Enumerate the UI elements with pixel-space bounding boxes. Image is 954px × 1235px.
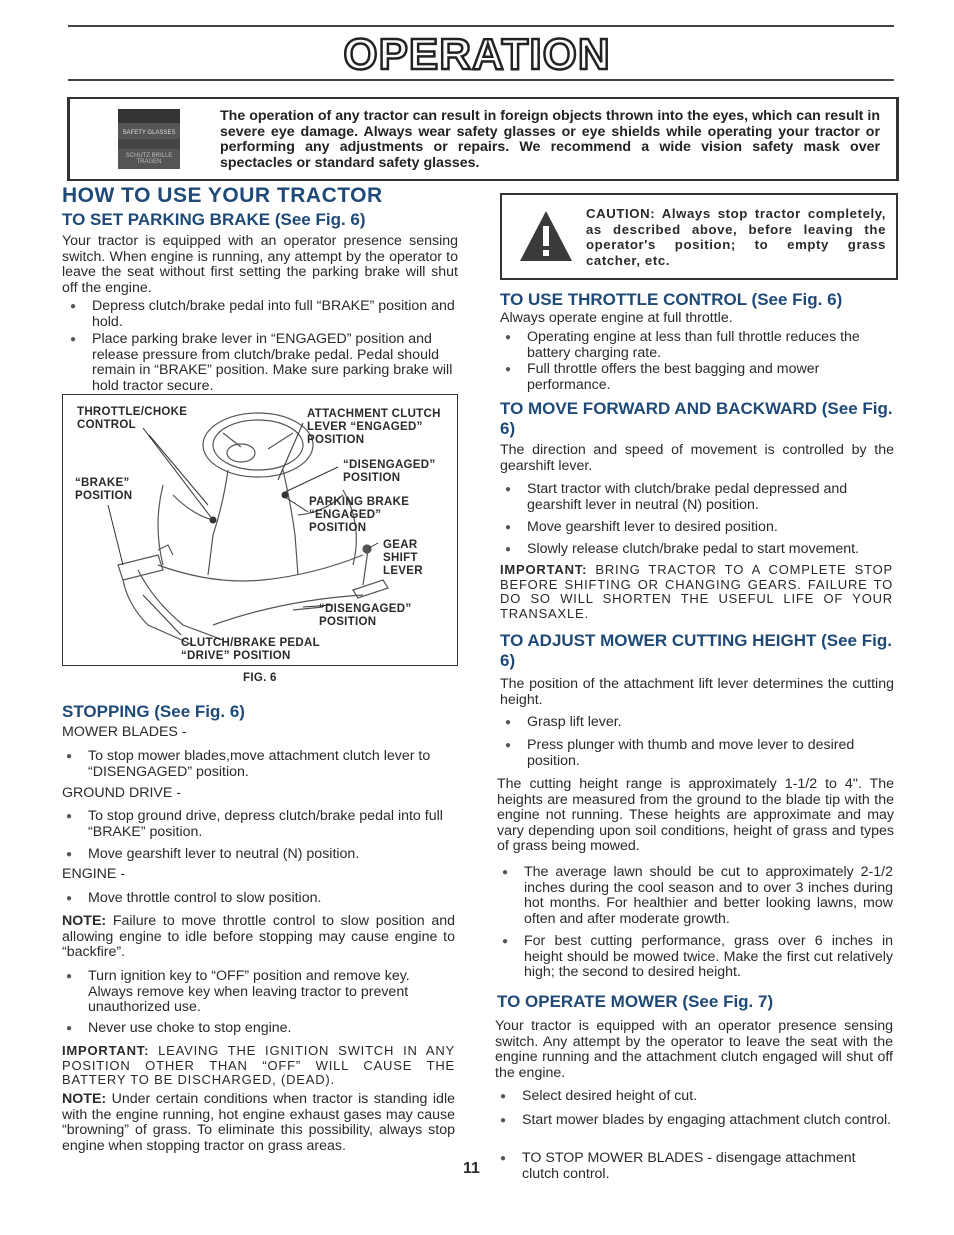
how-to-heading: HOW TO USE YOUR TRACTOR [62,184,383,207]
cutting-height-intro: The position of the attachment lift lever determines the cutting height. [500,676,894,708]
cutting-height-title: TO ADJUST MOWER CUTTING HEIGHT (See Fig. 6) [500,631,892,670]
title-underline [68,79,894,81]
figure-label: “BRAKE” POSITION [75,477,133,502]
engine-label: ENGINE - [62,866,126,882]
list-item: ● Place parking brake lever in “ENGAGED” position and release pressure from clutch/brake pedal. Pedal should remain in “BRAKE” position. Make sure parking brake will hold tractor secure. [70,331,453,394]
cutting-height-range: The cutting height range is approximately 1-1/2 to 4". The heights are measured from the ground to the blade tip with the engine not running. These heights are approximate and may vary depending upon soil conditions, height of grass and types of grass being mowed. [497,776,894,854]
list-item: ● Move gearshift lever to desired position. [505,519,778,535]
parking-intro: Your tractor is equipped with an operator presence sensing switch. When engine is running, any attempt by the operator to leave the seat without first setting the parking brake will shut off the engine. [62,233,458,296]
figure-label: CLUTCH/BRAKE PEDAL “DRIVE” POSITION [181,637,320,662]
figure-label: PARKING BRAKE “ENGAGED” POSITION [309,496,410,534]
figure-label: GEAR SHIFT LEVER [383,539,423,577]
icon-label: SCHUTZ BRILLE TRAGEN [125,153,173,165]
list-item: ● The average lawn should be cut to approximately 2-1/2 inches during the cool season and to over 3 inches during hot months. For healthier and better looking lawns, mow often and after moderate growth. [502,864,893,927]
list-item: ● Start mower blades by engaging attachment clutch control. [500,1112,892,1128]
list-item: ● Select desired height of cut. [500,1088,698,1104]
safety-warning-box [67,97,899,181]
list-item: ● TO STOP MOWER BLADES - disengage attachment clutch control. [500,1150,856,1182]
throttle-intro: Always operate engine at full throttle. [500,310,733,326]
page-number: 11 [463,1160,480,1177]
important-ignition: IMPORTANT: LEAVING THE IGNITION SWITCH IN ANY POSITION OTHER THAN “OFF” WILL CAUSE THE BATTERY TO BE DISCHARGED, (DEAD). [62,1043,455,1087]
list-item: ● Slowly release clutch/brake pedal to start movement. [505,541,859,557]
list-item: ● Move throttle control to slow position. [66,890,322,906]
forward-intro: The direction and speed of movement is controlled by the gearshift lever. [500,442,894,474]
forward-backward-title: TO MOVE FORWARD AND BACKWARD (See Fig. 6) [500,399,893,438]
list-item: ● For best cutting performance, grass over 6 inches in height should be mowed twice. Make the first cut relatively high; the second to desired height. [502,933,893,980]
list-item: ● Depress clutch/brake pedal into full “BRAKE” position and hold. [70,298,455,330]
parking-brake-title: TO SET PARKING BRAKE (See Fig. 6) [62,210,366,229]
list-item: ● Never use choke to stop engine. [66,1020,292,1036]
list-item: ● Start tractor with clutch/brake pedal depressed and gearshift lever in neutral (N) position. [505,481,848,513]
figure-label: “DISENGAGED” POSITION [343,459,436,484]
note-browning: NOTE: Under certain conditions when tractor is standing idle with the engine running, hot engine exhaust gases may cause “browning” of grass. To eliminate this possibility, always stop engine when stopping tractor on grass areas. [62,1091,455,1154]
figure-label: THROTTLE/CHOKE CONTROL [77,406,188,431]
figure-6 [62,394,458,666]
caution-text: CAUTION: Always stop tractor completely, as described above, before leaving the operator's position; to empty grass catcher, etc. [586,206,886,268]
list-item: ● To stop mower blades,move attachment clutch lever to “DISENGAGED” position. [66,748,431,780]
warning-triangle-icon [518,209,574,263]
figure-caption: FIG. 6 [243,672,277,684]
safety-glasses-icon [118,109,180,169]
figure-label: ATTACHMENT CLUTCH LEVER “ENGAGED” POSITION [307,408,441,446]
safety-warning-text: The operation of any tractor can result in foreign objects thrown into the eyes, which can result in severe eye damage. Always wear safety glasses or eye shields while operating your tractor or performing any adjustments or repairs. We recommend a wide vision safety mask over spectacles or standard safety glasses. [220,108,880,171]
list-item: ● Move gearshift lever to neutral (N) position. [66,846,360,862]
important-shifting: IMPORTANT: BRING TRACTOR TO A COMPLETE STOP BEFORE SHIFTING OR CHANGING GEARS. FAILURE TO DO SO WILL SHORTEN THE USEFUL LIFE OF YOUR TRANSAXLE. [500,562,893,621]
list-item: ● Operating engine at less than full throttle reduces the battery charging rate. [505,329,860,361]
top-rule [68,25,894,27]
stopping-title: STOPPING (See Fig. 6) [62,702,245,721]
ground-drive-label: GROUND DRIVE - [62,785,182,801]
icon-label: SAFETY GLASSES [122,130,176,136]
mower-blades-label: MOWER BLADES - [62,724,187,740]
list-item: ● To stop ground drive, depress clutch/brake pedal into full “BRAKE” position. [66,808,443,840]
operate-mower-title: TO OPERATE MOWER (See Fig. 7) [497,992,774,1011]
operate-mower-intro: Your tractor is equipped with an operator presence sensing switch. Any attempt by the operator to leave the seat with the engine running and the attachment clutch engaged will shut off the engine. [495,1018,893,1081]
note-backfire: NOTE: Failure to move throttle control to slow position and allowing engine to idle before stopping may cause engine to “backfire”. [62,913,455,960]
list-item: ● Full throttle offers the best bagging and mower performance. [505,361,820,393]
list-item: ● Turn ignition key to “OFF” position and remove key. Always remove key when leaving tractor to prevent unauthorized use. [66,968,410,1015]
figure-label: “DISENGAGED” POSITION [319,603,412,628]
page-title: OPERATION [343,30,611,79]
list-item: ● Grasp lift lever. [505,714,622,730]
throttle-title: TO USE THROTTLE CONTROL (See Fig. 6) [500,290,843,309]
list-item: ● Press plunger with thumb and move lever to desired position. [505,737,855,769]
caution-box [500,193,898,280]
